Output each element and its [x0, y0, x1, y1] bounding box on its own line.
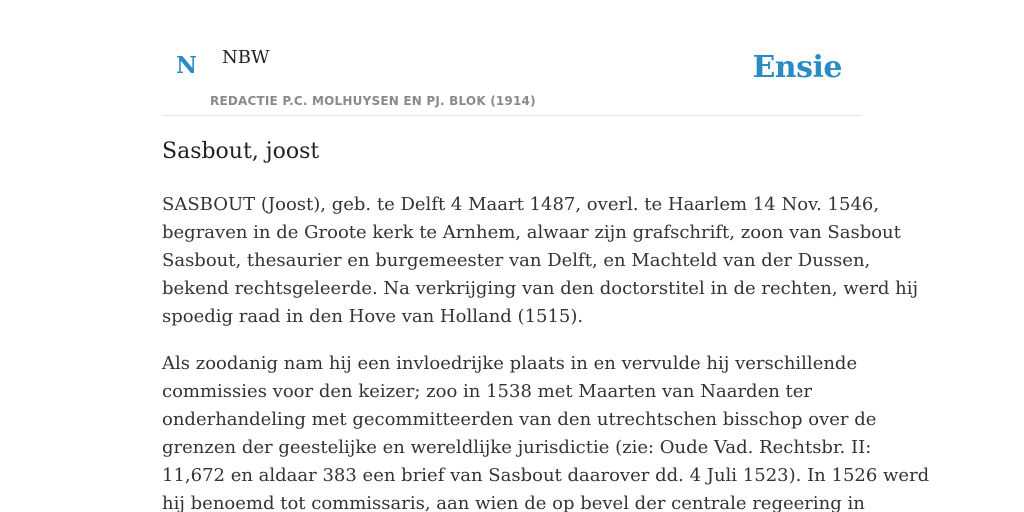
article-paragraph [162, 191, 919, 331]
paragraph-line: SASBOUT (Joost), geb. te Delft 4 Maart 1487, overl. te Haarlem 14 Nov. 1546, [162, 194, 880, 215]
source-subtitle: REDACTIE P.C. MOLHUYSEN EN PJ. BLOK (1914) [210, 94, 536, 108]
paragraph-line: commissies voor den keizer; zoo in 1538 met Maarten van Naarden ter [162, 381, 813, 402]
paragraph-line: hij benoemd tot commissaris, aan wien de op bevel der centrale regeering in [162, 493, 865, 512]
header [162, 0, 862, 116]
paragraph-line: 11,672 en aldaar 383 een brief van Sasbout daarover dd. 4 Juli 1523). In 1526 werd [162, 465, 930, 486]
source-logo-icon[interactable]: N [176, 52, 198, 79]
brand-logo[interactable]: Ensie [752, 50, 842, 85]
article-paragraph [162, 350, 930, 512]
article-body [162, 191, 930, 512]
paragraph-line: Als zoodanig nam hij een invloedrijke plaats in en vervulde hij verschillende [162, 353, 858, 374]
source-name[interactable]: NBW [222, 47, 270, 68]
paragraph-line: bekend rechtsgeleerde. Na verkrijging van den doctorstitel in de rechten, werd hij [162, 278, 919, 299]
paragraph-line: begraven in de Groote kerk te Arnhem, alwaar zijn grafschrift, zoon van Sasbout [162, 222, 901, 243]
paragraph-line: spoedig raad in den Hove van Holland (1515). [162, 306, 584, 327]
paragraph-line: Sasbout, thesaurier en burgemeester van Delft, en Machteld van der Dussen, [162, 250, 871, 271]
paragraph-line: grenzen der geestelijke en wereldlijke jurisdictie (zie: Oude Vad. Rechtsbr. II: [162, 437, 872, 458]
paragraph-line: onderhandeling met gecommitteerden van den utrechtschen bisschop over de [162, 409, 877, 430]
article-title: Sasbout, joost [162, 139, 320, 164]
